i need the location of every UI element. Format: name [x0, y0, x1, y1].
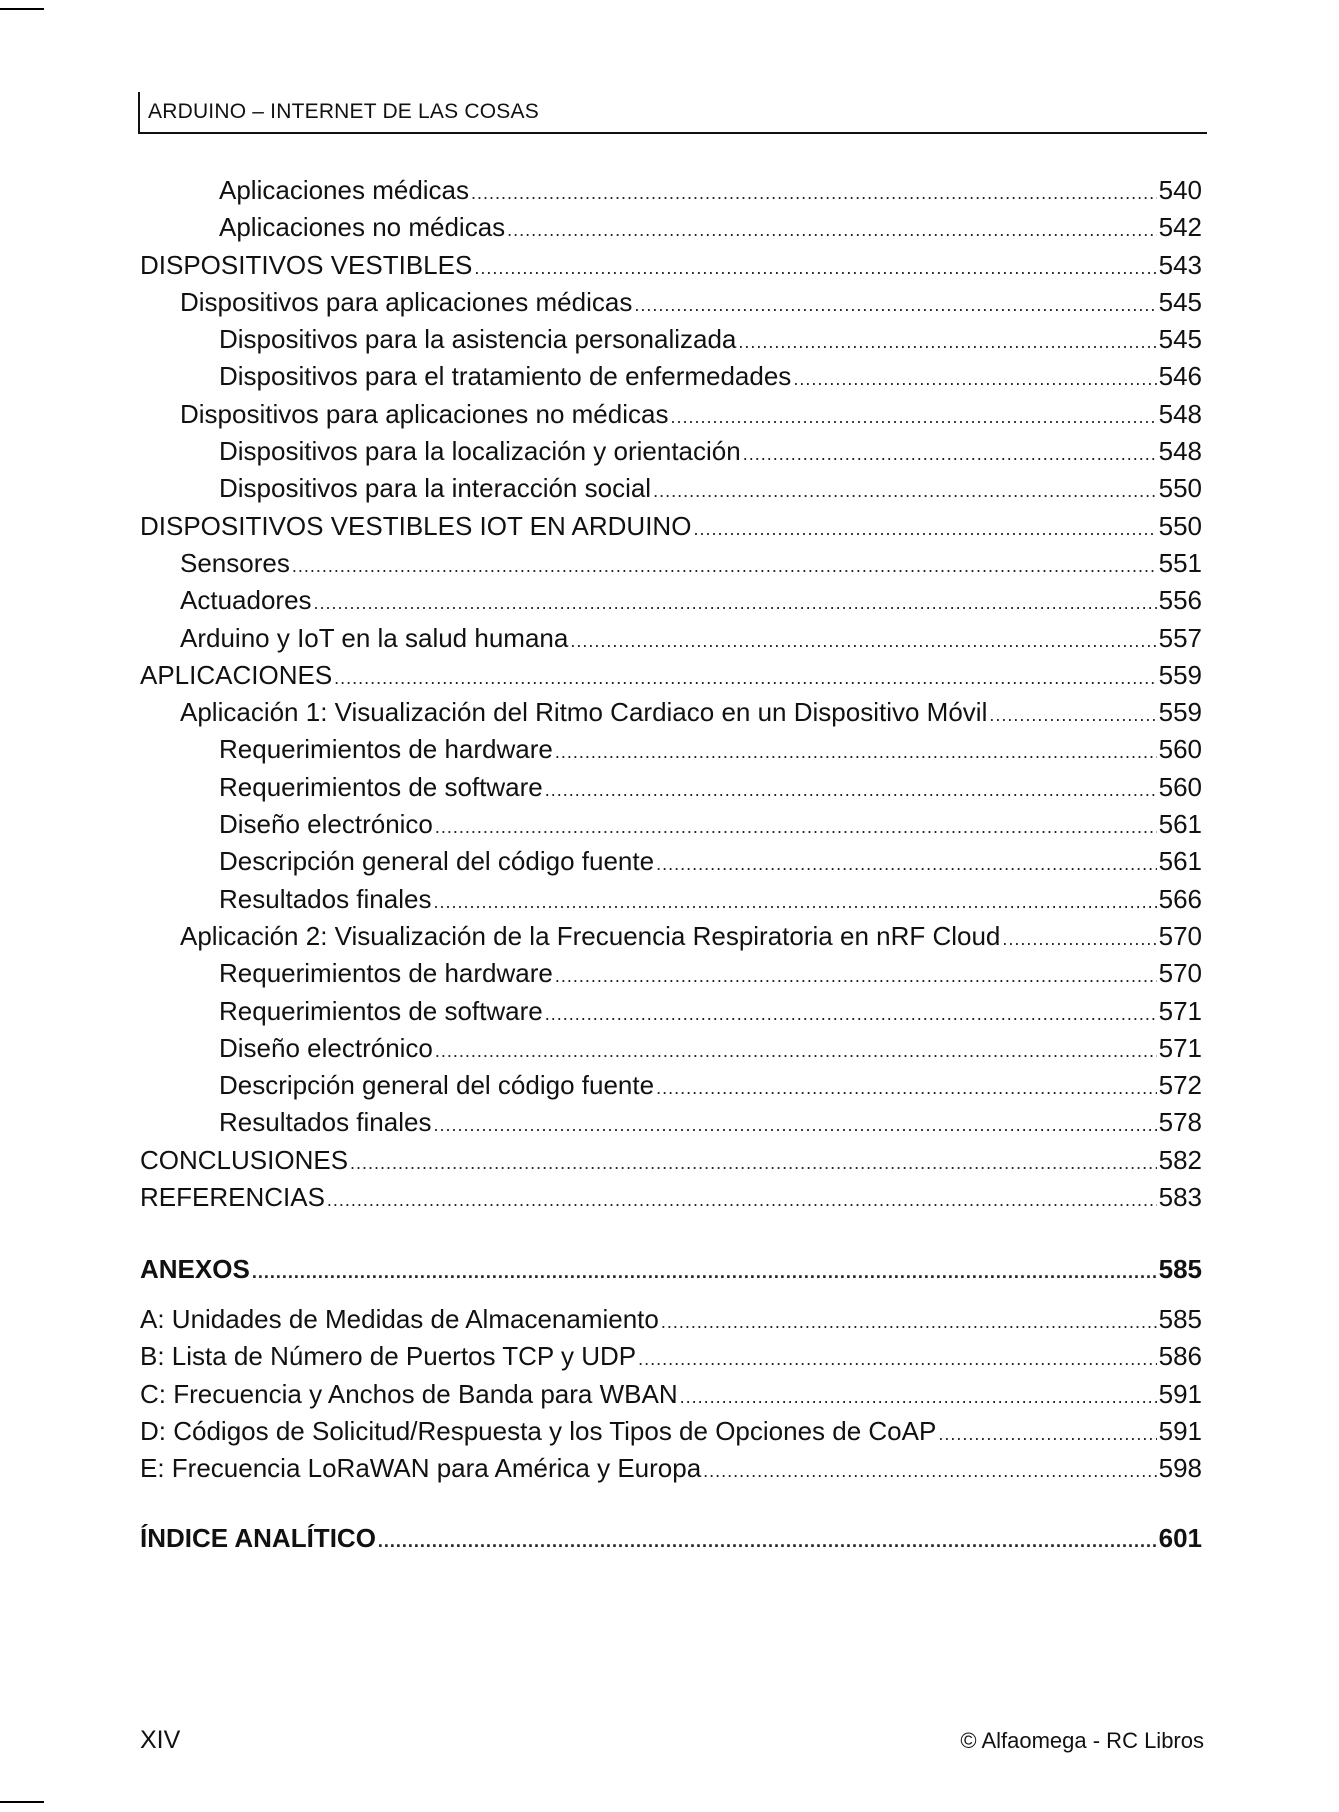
toc-entry-title: ÍNDICE ANALÍTICO: [140, 1523, 376, 1553]
toc-entry-page: 556: [1158, 585, 1202, 616]
dot-leader: [570, 623, 1156, 660]
toc-entry-page: 561: [1158, 846, 1202, 877]
toc-entry[interactable]: [140, 508, 1202, 545]
toc-entry-title: Diseño electrónico: [219, 809, 433, 840]
toc-entry[interactable]: [140, 806, 1202, 843]
toc-entry-title: Dispositivos para el tratamiento de enfermedades: [219, 361, 792, 392]
toc-entry-title: Aplicaciones no médicas: [219, 212, 506, 243]
toc-entry-page: 559: [1158, 697, 1202, 728]
toc-entry-title: Actuadores: [180, 585, 312, 616]
toc-entry-title: Arduino y IoT en la salud humana: [180, 622, 569, 653]
toc-anexos-heading: [140, 1251, 1202, 1288]
toc-entry-page: 583: [1158, 1182, 1202, 1213]
toc-entry-page: 566: [1158, 883, 1202, 914]
toc-entry[interactable]: [140, 172, 1202, 209]
toc-entry[interactable]: [140, 321, 1202, 358]
toc-entry-title: Resultados finales: [219, 883, 432, 914]
toc-entry-page: 570: [1158, 958, 1202, 989]
toc-entry[interactable]: [140, 657, 1202, 694]
dot-leader: [327, 1182, 1157, 1219]
toc-entry-page: 591: [1158, 1415, 1202, 1446]
dot-leader: [314, 585, 1157, 622]
toc-entry-page: 571: [1158, 995, 1202, 1026]
toc-entry-title: Aplicación 2: Visualización de la Frecuencia Respiratoria en nRF Cloud: [180, 920, 1001, 951]
toc-entry-title: Requerimientos de hardware: [219, 734, 553, 765]
toc-entry-title: Requerimientos de hardware: [219, 958, 553, 989]
toc-entry[interactable]: [140, 358, 1202, 395]
dot-leader: [1002, 921, 1156, 958]
dot-leader: [555, 734, 1157, 771]
toc-entry-title: B: Lista de Número de Puertos TCP y UDP: [140, 1341, 637, 1372]
toc-entry-title: Resultados finales: [219, 1107, 432, 1138]
toc-entry[interactable]: [140, 769, 1202, 806]
dot-leader: [334, 660, 1156, 697]
dot-leader: [252, 1254, 1157, 1291]
toc-entry[interactable]: [140, 620, 1202, 657]
toc-entry-page: 542: [1158, 212, 1202, 243]
dot-leader: [435, 1033, 1157, 1070]
running-header: [138, 92, 1207, 134]
toc-entry-page: 586: [1158, 1341, 1202, 1372]
toc-entry-page: 585: [1158, 1304, 1202, 1334]
dot-leader: [743, 436, 1157, 473]
toc-entry-title: Descripción general del código fuente: [219, 1070, 655, 1101]
dot-leader: [433, 884, 1156, 921]
toc-entry-page: 548: [1158, 398, 1202, 429]
toc-entry-page: 560: [1158, 771, 1202, 802]
toc-entry[interactable]: [140, 284, 1202, 321]
toc-entry-page: 543: [1158, 249, 1202, 280]
toc-entry-title: REFERENCIAS: [140, 1182, 325, 1213]
dot-leader: [350, 1145, 1157, 1182]
toc-entry-title: Dispositivos para la asistencia personalizada: [219, 324, 737, 355]
toc-entry-title: D: Códigos de Solicitud/Respuesta y los Tipos de Opciones de CoAP: [140, 1415, 937, 1446]
toc-entry-title: ANEXOS: [140, 1254, 250, 1284]
toc-entry[interactable]: [140, 1142, 1202, 1179]
toc-entry-page: 545: [1158, 324, 1202, 355]
dot-leader: [638, 1341, 1156, 1378]
toc-entry-title: Descripción general del código fuente: [219, 846, 655, 877]
dot-leader: [693, 511, 1156, 548]
running-header-title: ARDUINO – INTERNET DE LAS COSAS: [148, 100, 539, 123]
toc-entry[interactable]: [140, 209, 1202, 246]
toc-entry-title: E: Frecuencia LoRaWAN para América y Europa: [140, 1453, 702, 1484]
toc-entry-page: 546: [1158, 361, 1202, 392]
dot-leader: [656, 846, 1157, 883]
dot-leader: [634, 287, 1156, 324]
dot-leader: [653, 473, 1157, 510]
toc-entry-page: 598: [1158, 1453, 1202, 1484]
toc-entry-page: 548: [1158, 436, 1202, 467]
toc-entry-title: Dispositivos para la localización y orientación: [219, 436, 741, 467]
dot-leader: [793, 361, 1156, 398]
dot-leader: [433, 1107, 1156, 1144]
toc-entry-page: 601: [1158, 1523, 1202, 1553]
toc-entry[interactable]: [140, 918, 1202, 955]
toc-entry[interactable]: [140, 545, 1202, 582]
dot-leader: [435, 809, 1157, 846]
toc-entry-page: 560: [1158, 734, 1202, 765]
dot-leader: [703, 1453, 1156, 1490]
toc-entry[interactable]: [140, 1413, 1202, 1450]
dot-leader: [545, 772, 1157, 809]
toc-entry-title: CONCLUSIONES: [140, 1144, 349, 1175]
page-number: XIV: [140, 1726, 181, 1754]
dot-leader: [938, 1416, 1156, 1453]
toc-entry-title: Aplicación 1: Visualización del Ritmo Cardiaco en un Dispositivo Móvil: [180, 697, 988, 728]
toc-entry-anexos[interactable]: [140, 1251, 1202, 1288]
toc-entry-title: C: Frecuencia y Anchos de Banda para WBAN: [140, 1378, 678, 1409]
toc-entry-title: DISPOSITIVOS VESTIBLES: [140, 249, 473, 280]
toc-entry[interactable]: [140, 1301, 1202, 1338]
toc-entry-page: 572: [1158, 1070, 1202, 1101]
toc-entry-title: Diseño electrónico: [219, 1032, 433, 1063]
toc-entry-page: 570: [1158, 920, 1202, 951]
toc-entry-title: Requerimientos de software: [219, 771, 543, 802]
toc-entry[interactable]: [140, 1338, 1202, 1375]
toc-entry-title: Sensores: [180, 547, 290, 578]
toc-entry[interactable]: [140, 247, 1202, 284]
toc-entry[interactable]: [140, 694, 1202, 731]
toc-entry[interactable]: [140, 470, 1202, 507]
toc-entry-page: 561: [1158, 809, 1202, 840]
toc-indice-heading: [140, 1520, 1202, 1557]
toc-entry-page: 582: [1158, 1144, 1202, 1175]
toc-entry[interactable]: [140, 731, 1202, 768]
dot-leader: [989, 697, 1156, 734]
toc-entry-page: 585: [1158, 1254, 1202, 1284]
toc-entry[interactable]: [140, 582, 1202, 619]
toc-entry-page: 550: [1158, 510, 1202, 541]
crop-mark-top: [0, 8, 44, 10]
toc-entry[interactable]: [140, 1104, 1202, 1141]
toc-entry-page: 559: [1158, 659, 1202, 690]
toc-entry[interactable]: [140, 396, 1202, 433]
dot-leader: [471, 175, 1157, 212]
toc-entry-title: Dispositivos para la interacción social: [219, 473, 652, 504]
toc-anexos-list: [140, 1301, 1202, 1487]
toc-entry-page: 557: [1158, 622, 1202, 653]
toc-entry[interactable]: [140, 433, 1202, 470]
dot-leader: [680, 1379, 1157, 1416]
toc-entry-page: 571: [1158, 1032, 1202, 1063]
toc-entry[interactable]: [140, 993, 1202, 1030]
toc-entry-page: 550: [1158, 473, 1202, 504]
toc-entry-page: 545: [1158, 286, 1202, 317]
toc-entry-title: DISPOSITIVOS VESTIBLES IOT EN ARDUINO: [140, 510, 692, 541]
toc-entry[interactable]: [140, 1450, 1202, 1487]
dot-leader: [474, 250, 1156, 287]
dot-leader: [656, 1070, 1157, 1107]
toc-entry-indice[interactable]: [140, 1520, 1202, 1557]
dot-leader: [670, 399, 1156, 436]
toc-entry-page: 551: [1158, 547, 1202, 578]
toc-entry-title: Dispositivos para aplicaciones no médicas: [180, 398, 669, 429]
toc-entry[interactable]: [140, 1067, 1202, 1104]
toc-entry-title: Requerimientos de software: [219, 995, 543, 1026]
toc-entry[interactable]: [140, 1030, 1202, 1067]
toc-entry[interactable]: [140, 1179, 1202, 1216]
toc-entry[interactable]: [140, 1376, 1202, 1413]
dot-leader: [292, 548, 1157, 585]
dot-leader: [661, 1304, 1157, 1341]
crop-mark-bottom: [0, 1801, 44, 1803]
toc-entry-title: APLICACIONES: [140, 659, 333, 690]
publisher-credit: © Alfaomega - RC Libros: [960, 1728, 1204, 1753]
toc-entry-page: 540: [1158, 175, 1202, 205]
dot-leader: [555, 958, 1157, 995]
table-of-contents: [140, 172, 1202, 1216]
toc-entry-title: Aplicaciones médicas: [219, 175, 470, 205]
toc-entry[interactable]: [140, 955, 1202, 992]
dot-leader: [378, 1523, 1157, 1560]
dot-leader: [507, 212, 1156, 249]
toc-entry[interactable]: [140, 843, 1202, 880]
toc-entry-title: A: Unidades de Medidas de Almacenamiento: [140, 1304, 659, 1334]
dot-leader: [738, 324, 1156, 361]
toc-entry-page: 578: [1158, 1107, 1202, 1138]
toc-entry[interactable]: [140, 881, 1202, 918]
dot-leader: [545, 996, 1157, 1033]
toc-entry-title: Dispositivos para aplicaciones médicas: [180, 286, 633, 317]
toc-entry-page: 591: [1158, 1378, 1202, 1409]
